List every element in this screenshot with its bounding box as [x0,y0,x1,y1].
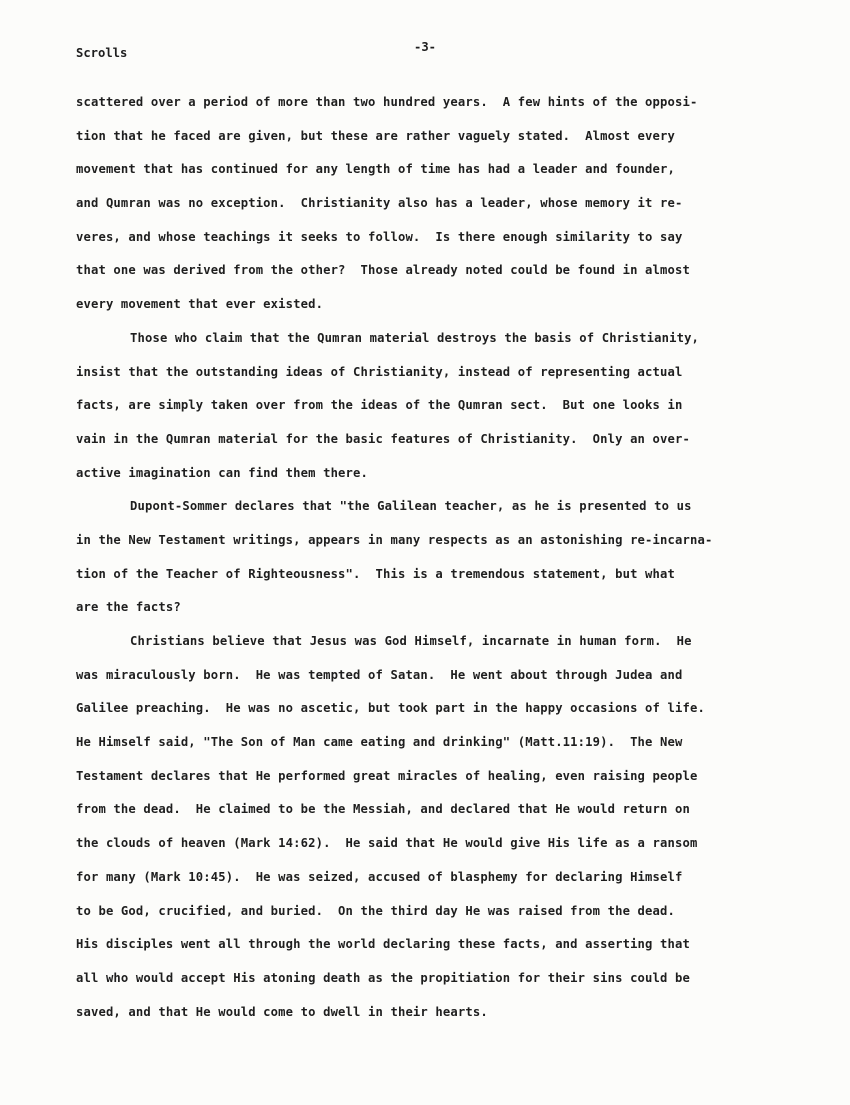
page-header [76,40,776,64]
text-line: Galilee preaching. He was no ascetic, but took part in the happy occasions of life. [76,701,705,716]
text-line: all who would accept His atoning death as the propitiation for their sins could be [76,970,690,985]
running-title: Scrolls [76,46,128,60]
text-line: veres, and whose teachings it seeks to follow. Is there enough similarity to say [76,229,683,244]
text-line: His disciples went all through the world declaring these facts, and asserting that [76,937,690,952]
text-line: that one was derived from the other? Those already noted could be found in almost [76,263,690,278]
text-line: insist that the outstanding ideas of Christianity, instead of representing actual [76,364,683,379]
text-line: for many (Mark 10:45). He was seized, accused of blasphemy for declaring Himself [76,869,683,884]
text-line: was miraculously born. He was tempted of Satan. He went about through Judea and [76,667,683,682]
text-line: He Himself said, "The Son of Man came eating and drinking" (Matt.11:19). The New [76,735,683,750]
text-line: and Qumran was no exception. Christianity also has a leader, whose memory it re- [76,196,683,211]
text-line: active imagination can find them there. [76,465,369,480]
text-line: facts, are simply taken over from the ideas of the Qumran sect. But one looks in [76,398,683,413]
body-text [76,89,788,1032]
text-line: from the dead. He claimed to be the Messiah, and declared that He would return on [76,802,690,817]
text-line: Testament declares that He performed great miracles of healing, even raising people [76,768,698,783]
text-line: tion of the Teacher of Righteousness". This is a tremendous statement, but what [76,566,675,581]
paragraph-first-line: Dupont-Sommer declares that "the Galilean teacher, as he is presented to us [130,499,692,514]
paragraph-first-line: Christians believe that Jesus was God Himself, incarnate in human form. He [130,634,692,648]
text-line: movement that has continued for any length of time has had a leader and founder, [76,162,675,177]
paragraph-first-line: Those who claim that the Qumran material destroys the basis of Christianity, [130,330,700,345]
text-line: tion that he faced are given, but these are rather vaguely stated. Almost every [76,128,675,143]
text-line: vain in the Qumran material for the basic features of Christianity. Only an over- [76,431,690,446]
text-line: saved, and that He would come to dwell in their hearts. [76,1004,488,1019]
text-line: scattered over a period of more than two hundred years. A few hints of the opposi- [76,95,698,109]
text-line: every movement that ever existed. [76,297,324,312]
text-line: to be God, crucified, and buried. On the third day He was raised from the dead. [76,903,675,918]
text-line: are the facts? [76,600,181,615]
page-number: -3- [414,40,437,54]
text-line: the clouds of heaven (Mark 14:62). He said that He would give His life as a ransom [76,836,698,851]
text-line: in the New Testament writings, appears in many respects as an astonishing re-incarna- [76,532,713,547]
